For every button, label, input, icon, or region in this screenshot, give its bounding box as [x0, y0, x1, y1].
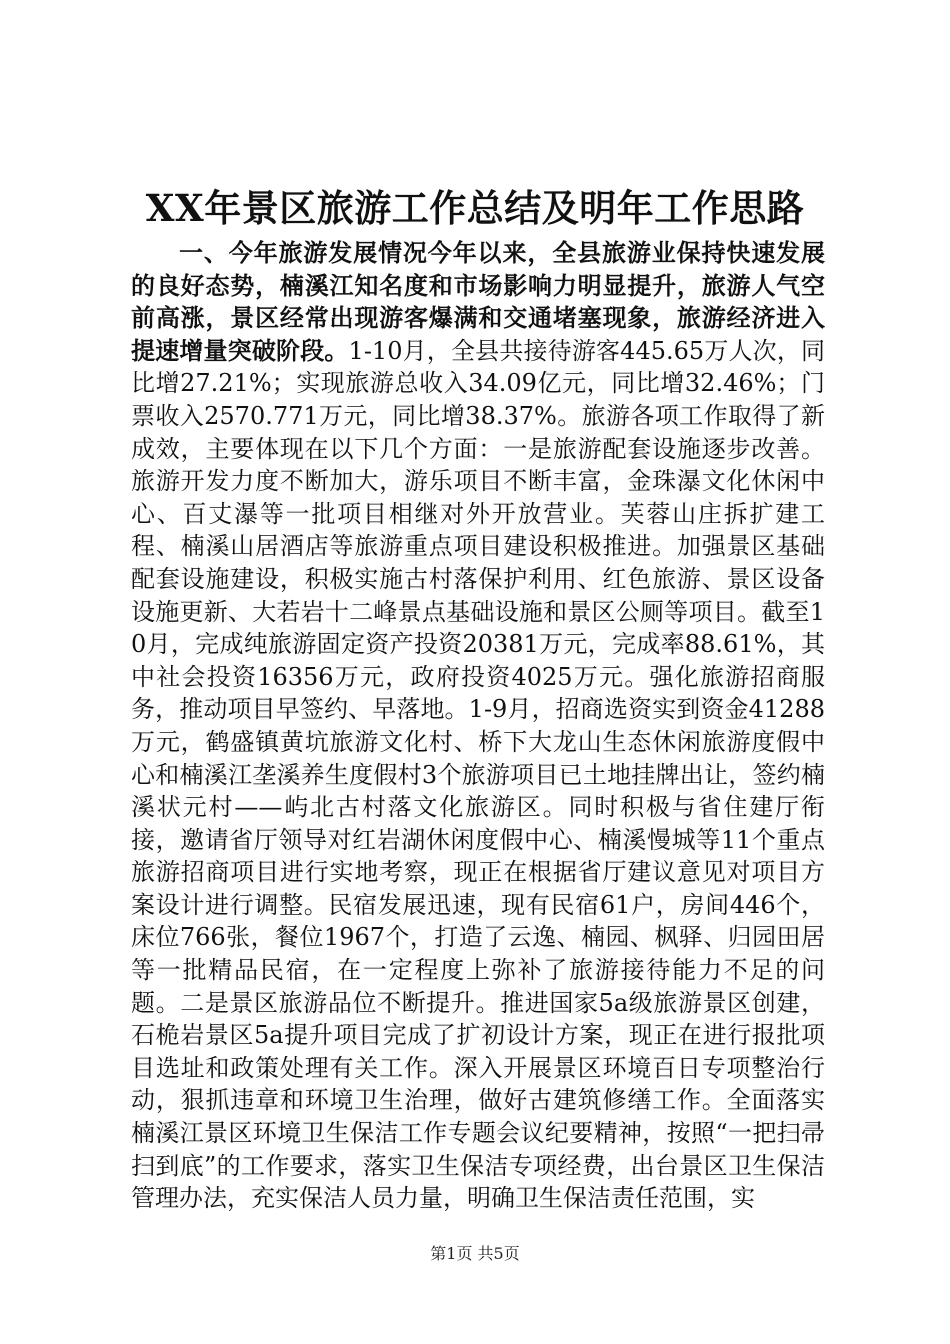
body-paragraph	[131, 237, 825, 1215]
page-number-footer: 第1页 共5页	[430, 1244, 520, 1263]
section-body-text: 1-10月，全县共接待游客445.65万人次，同比增27.21%；实现旅游总收入34.09亿元，同比增32.46%；门票收入2570.771万元，同比增38.37%。旅游各项工作取得了新成效，主要体现在以下几个方面：一是旅游配套设施逐步改善。旅游开发力度不断加大，游乐项目不断丰富，金珠瀑文化休闲中心、百丈瀑等一批项目相继对外开放营业。芙蓉山庄拆扩建工程、楠溪山居酒店等旅游重点项目建设积极推进。加强景区基础配套设施建设，积极实施古村落保护利用、红色旅游、景区设备设施更新、大若岩十二峰景点基础设施和景区公厕等项目。截至10月，完成纯旅游固定资产投资20381万元，完成率88.61%，其中社会投资16356万元，政府投资4025万元。强化旅游招商服务，推动项目早签约、早落地。1-9月，招商选资实到资金41288万元，鹤盛镇黄坑旅游文化村、桥下大龙山生态休闲旅游度假中心和楠溪江垄溪养生度假村3个旅游项目已土地挂牌出让，签约楠溪状元村——屿北古村落文化旅游区。同时积极与省住建厅衔接，邀请省厅领导对红岩湖休闲度假中心、楠溪慢城等11个重点旅游招商项目进行实地考察，现正在根据省厅建议意见对项目方案设计进行调整。民宿发展迅速，现有民宿61户，房间446个，床位766张，餐位1967个，打造了云逸、楠园、枫驿、归园田居等一批精品民宿，在一定程度上弥补了旅游接待能力不足的问题。二是景区旅游品位不断提升。推进国家5a级旅游景区创建，石桅岩景区5a提升项目完成了扩初设计方案，现正在进行报批项目选址和政策处理有关工作。深入开展景区环境百日专项整治行动，狠抓违章和环境卫生治理，做好古建筑修缮工作。全面落实楠溪江景区环境卫生保洁工作专题会议纪要精神，按照“一把扫帚扫到底”的工作要求，落实卫生保洁专项经费，出台景区卫生保洁管理办法，充实保洁人员力量，明确卫生保洁责任范围，实	[131, 336, 825, 1213]
section-lead-text: 一、今年旅游发展情况今年以来，全县旅游业保持快速发展的良好态势，楠溪江知名度和市场影响力明显提升，旅游人气空前高涨，景区经常出现游客爆满和交通堵塞现象，旅游经济进入提速增量突破阶段。	[131, 238, 825, 365]
document-title: XX年景区旅游工作总结及明年工作思路	[145, 186, 805, 230]
